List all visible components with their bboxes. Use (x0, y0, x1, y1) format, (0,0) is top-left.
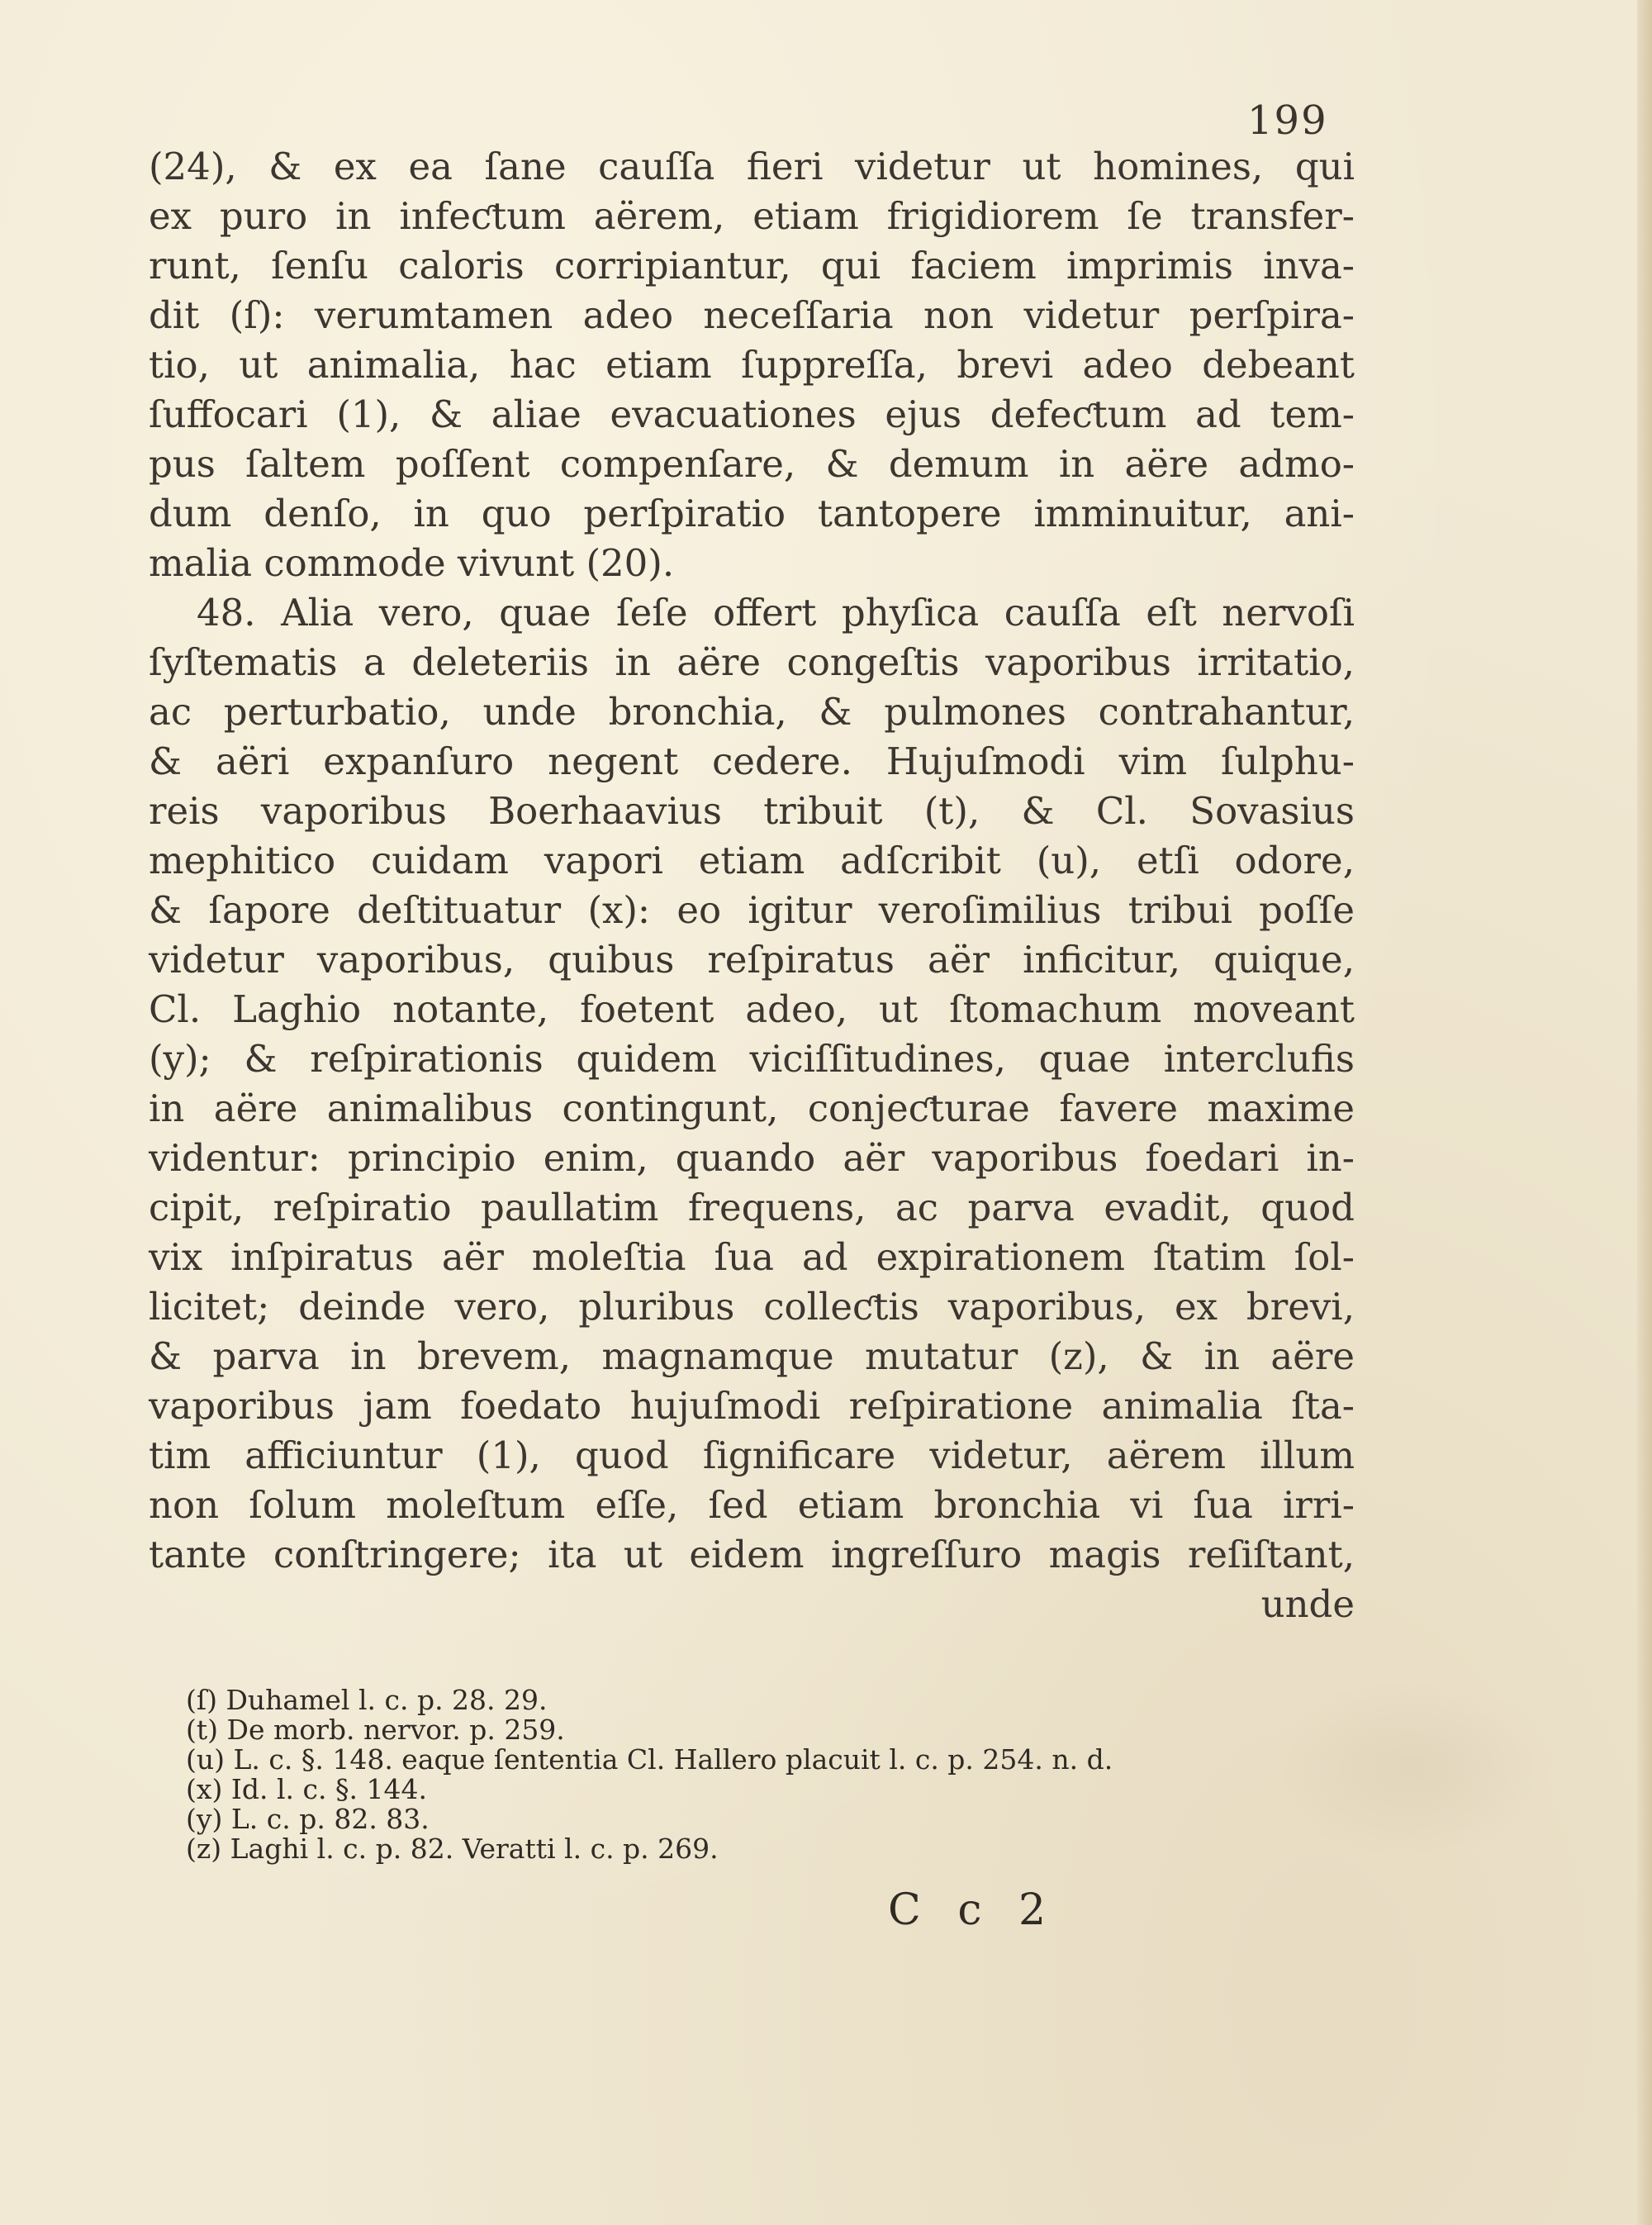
text-line: ac perturbatio, unde bronchia, & pulmones contrahantur, (149, 690, 1355, 734)
text-line: cipit, reſpiratio paullatim frequens, ac parva evadit, quod (149, 1186, 1355, 1229)
footnote: (ſ) Duhamel l. c. p. 28. 29. (186, 1684, 548, 1716)
signature-mark: C c 2 (888, 1885, 1058, 1935)
text-line: & aëri expanſuro negent cedere. Hujuſmodi vim ſulphu- (149, 739, 1355, 783)
footnote: (z) Laghi l. c. p. 82. Veratti l. c. p. 269. (186, 1833, 719, 1865)
text-line: in aëre animalibus contingunt, conjeƈturae favere maxime (149, 1086, 1355, 1130)
paragraph-start: 48. Alia vero, quae ſeſe offert phyſica cauſſa eſt nervoſi (197, 591, 1355, 635)
text-line: licitet; deinde vero, pluribus colleƈtis vaporibus, ex brevi, (149, 1285, 1355, 1329)
text-line: ex puro in infeƈtum aërem, etiam frigidiorem ſe transfer- (149, 194, 1355, 238)
text-line: reis vaporibus Boerhaavius tribuit (t), & Cl. Sovasius (149, 789, 1355, 833)
catchword: unde (1260, 1582, 1355, 1626)
footnote: (y) L. c. p. 82. 83. (186, 1803, 430, 1835)
text-line: pus ſaltem poſſent compenſare, & demum in aëre admo- (149, 442, 1355, 486)
text-line: mephitico cuidam vapori etiam adſcribit (u), etſi odore, (149, 839, 1355, 882)
text-line: tante conſtringere; ita ut eidem ingreſſuro magis reſiſtant, (149, 1533, 1355, 1576)
text-line: (y); & reſpirationis quidem viciſſitudines, quae interclufis (149, 1037, 1355, 1081)
text-line: vix inſpiratus aër moleſtia ſua ad expirationem ſtatim ſol- (149, 1235, 1355, 1279)
footnote: (x) Id. l. c. §. 144. (186, 1773, 427, 1805)
text-line: tio, ut animalia, hac etiam ſuppreſſa, brevi adeo debeant (149, 343, 1355, 387)
text-line: ſuffocari (1), & aliae evacuationes ejus defeƈtum ad tem- (149, 392, 1355, 436)
text-line: dum denſo, in quo perſpiratio tantopere imminuitur, ani- (149, 492, 1355, 535)
text-line: & ſapore deſtituatur (x): eo igitur veroſimilius tribui poſſe (149, 888, 1355, 932)
text-line: dit (ſ): verumtamen adeo neceſſaria non videtur perſpira- (149, 293, 1355, 337)
text-line: (24), & ex ea ſane cauſſa fieri videtur ut homines, qui (149, 145, 1355, 188)
main-text (149, 142, 1355, 1629)
text-line: & parva in brevem, magnamque mutatur (z), & in aëre (149, 1334, 1355, 1378)
text-line: tim afficiuntur (1), quod ſignificare videtur, aërem illum (149, 1433, 1355, 1477)
text-line: Cl. Laghio notante, foetent adeo, ut ſtomachum moveant (149, 987, 1355, 1031)
text-line: ſyſtematis a deleteriis in aëre congeſtis vaporibus irritatio, (149, 640, 1355, 684)
text-line: vaporibus jam foedato hujuſmodi reſpiratione animalia ſta- (149, 1384, 1355, 1428)
text-line: videtur vaporibus, quibus reſpiratus aër inficitur, quique, (149, 938, 1355, 982)
text-line: malia commode vivunt (20). (149, 541, 675, 585)
footnotes (186, 1685, 1359, 1864)
page-number: 199 (1247, 97, 1328, 144)
text-line: videntur: principio enim, quando aër vaporibus foedari in- (149, 1136, 1355, 1180)
footnote: (u) L. c. §. 148. eaque ſententia Cl. Hallero placuit l. c. p. 254. n. d. (186, 1743, 1113, 1776)
page-edge (1637, 0, 1652, 2225)
text-line: runt, ſenſu caloris corripiantur, qui faciem imprimis inva- (149, 244, 1355, 288)
footnote: (t) De morb. nervor. p. 259. (186, 1714, 565, 1746)
text-line: non ſolum moleſtum eſſe, ſed etiam bronchia vi ſua irri- (149, 1483, 1355, 1527)
